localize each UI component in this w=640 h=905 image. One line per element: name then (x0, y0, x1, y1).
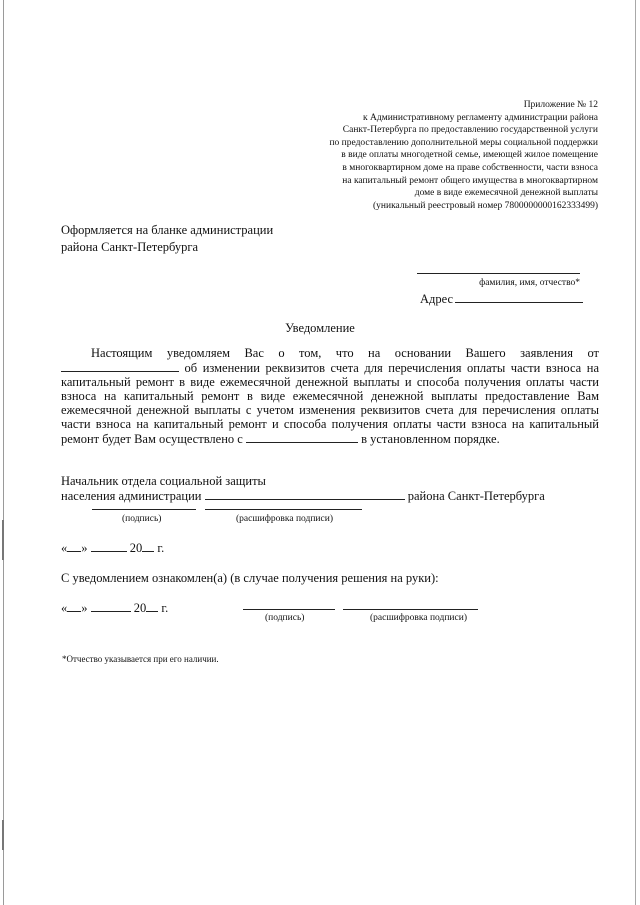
administration-label: населения администрации (61, 489, 202, 503)
head-signature-caption: (подпись) (122, 514, 162, 524)
scan-mark (2, 820, 4, 850)
footnote: *Отчество указывается при его наличии. (62, 654, 219, 664)
appendix-header (250, 99, 598, 212)
head-decode-caption: (расшифровка подписи) (236, 514, 333, 524)
appendix-line: в многоквартирном доме на праве собственности, части взноса (342, 162, 598, 173)
appendix-line: Приложение № 12 (523, 100, 598, 110)
department-head-block (61, 474, 545, 503)
appendix-line: на капитальный ремонт общего имущества в многоквартирном (342, 175, 598, 186)
appendix-line: к Административному регламенту администрации района (363, 112, 598, 123)
scan-edge-left (3, 0, 4, 905)
appendix-line: в виде оплаты многодетной семье, имеющей жилое помещение (341, 150, 598, 161)
date-close-quote: » (81, 541, 88, 555)
letterhead-note-line: Оформляется на бланке администрации (61, 223, 274, 237)
recipient-decode-line (343, 609, 478, 610)
notice-text-middle: об изменении реквизитов счета для перечисления оплаты части взноса на капитальный ремонт в виде ежемесячной денежной выплаты и способа получения оплаты части взноса на капитальный ремонт в виде ежемесячной денежной выплаты предоставление Вам ежемесячной денежной выплаты с учетом изменения реквизитов счета для перечисления оплаты части взноса на капитальный ремонт и способа получения оплаты части взноса на капитальный ремонт будет Вам осуществлено с (61, 361, 599, 446)
recipient-decode-caption: (расшифровка подписи) (370, 613, 467, 623)
scan-edge-right (635, 0, 636, 905)
recipient-name-field (417, 273, 580, 274)
address-field (420, 291, 583, 307)
notice-text-end: в установленном порядке. (361, 432, 500, 446)
recipient-signature-caption: (подпись) (265, 613, 305, 623)
appendix-line: Санкт-Петербурга по предоставлению государственной услуги (342, 125, 598, 136)
acknowledgement-text: С уведомлением ознакомлен(а) (в случае получения решения на руки): (61, 571, 439, 585)
letterhead-note (61, 222, 273, 256)
date-open-quote: « (61, 601, 68, 615)
district-suffix: района Санкт-Петербурга (407, 489, 545, 503)
head-date-line (61, 540, 164, 556)
recipient-signature-line (243, 609, 335, 610)
year-prefix: 20 (133, 601, 147, 615)
date-open-quote: « (61, 541, 68, 555)
notice-title: Уведомление (285, 321, 355, 335)
appendix-line: доме в виде ежемесячной денежной выплаты (414, 188, 598, 199)
year-suffix: г. (161, 601, 169, 615)
appendix-line: по предоставлению дополнительной меры социальной поддержки (329, 137, 598, 148)
head-signature-decode-line (205, 509, 362, 510)
appendix-line: (уникальный реестровый номер 7800000000162333499) (372, 200, 598, 211)
notice-from-label: от (587, 346, 599, 360)
date-close-quote: » (81, 601, 88, 615)
month-blank (91, 540, 127, 552)
department-head-title: Начальник отдела социальной защиты (61, 474, 266, 488)
year-prefix: 20 (129, 541, 143, 555)
month-blank (91, 600, 131, 612)
notice-text-start: Настоящим уведомляем Вас о том, что на основании Вашего заявления (91, 346, 573, 360)
district-blank (205, 488, 405, 500)
notice-body (61, 346, 599, 446)
recipient-name-caption: фамилия, имя, отчество* (479, 278, 580, 288)
year-blank (146, 600, 158, 612)
letterhead-note-line: района Санкт-Петербурга (61, 240, 199, 254)
head-signature-line (92, 509, 196, 510)
address-blank (455, 291, 583, 303)
application-date-blank (61, 360, 179, 372)
day-blank (67, 540, 81, 552)
address-label: Адрес (420, 292, 454, 306)
acknowledgement-date-line (61, 600, 168, 616)
scan-mark (2, 520, 4, 560)
day-blank (67, 600, 81, 612)
year-suffix: г. (157, 541, 165, 555)
effective-date-blank (246, 431, 358, 443)
year-blank (142, 540, 154, 552)
